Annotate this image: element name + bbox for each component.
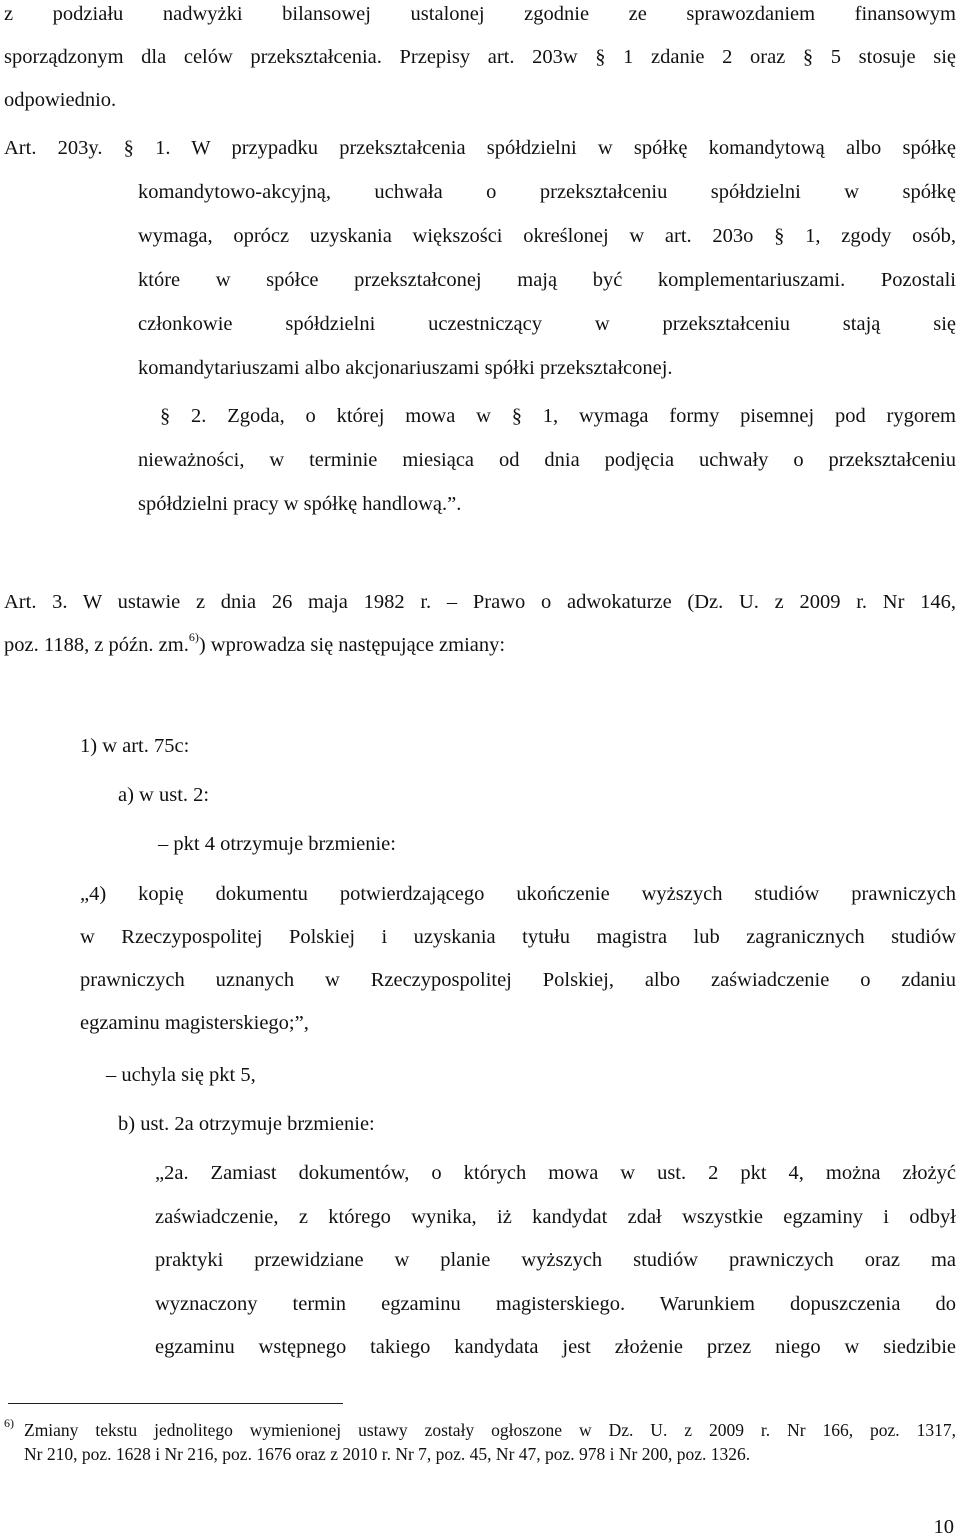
list-item: – uchyla się pkt 5,	[106, 1064, 256, 1086]
list-item: – pkt 4 otrzymuje brzmienie:	[158, 833, 396, 855]
body-line: członkowie spółdzielni uczestniczący w przekształceniu stają się	[138, 313, 956, 335]
footnote-reference: 6)	[188, 630, 199, 644]
body-line: nieważności, w terminie miesiąca od dnia podjęcia uchwały o przekształceniu	[138, 449, 956, 471]
quoted-line: prawniczych uznanych w Rzeczypospolitej Polskiej, albo zaświadczenie o zdaniu	[80, 969, 956, 991]
quoted-line: egzaminu wstępnego takiego kandydata jest złożenie przez niego w siedzibie	[155, 1336, 956, 1358]
article-heading-line: Art. 3. W ustawie z dnia 26 maja 1982 r. – Prawo o adwokaturze (Dz. U. z 2009 r. Nr 146,	[4, 591, 956, 613]
article-heading-line: Art. 203y. § 1. W przypadku przekształcenia spółdzielni w spółkę komandytową albo spółkę	[4, 137, 956, 159]
list-item: a) w ust. 2:	[118, 784, 210, 806]
body-line: spółdzielni pracy w spółkę handlową.”.	[138, 493, 462, 515]
quoted-line: praktyki przewidziane w planie wyższych studiów prawniczych oraz ma	[155, 1249, 956, 1271]
quoted-line: „4) kopię dokumentu potwierdzającego ukończenie wyższych studiów prawniczych	[80, 883, 956, 905]
body-line: sporządzonym dla celów przekształcenia. Przepisy art. 203w § 1 zdanie 2 oraz § 5 stosuje się	[4, 46, 956, 68]
body-line: z podziału nadwyżki bilansowej ustalonej zgodnie ze sprawozdaniem finansowym	[4, 3, 956, 25]
body-line: wymaga, oprócz uzyskania większości określonej w art. 203o § 1, zgody osób,	[138, 225, 956, 247]
footnote-line: Zmiany tekstu jednolitego wymienionej ustawy zostały ogłoszone w Dz. U. z 2009 r. Nr 166, poz. 1317,	[24, 1420, 956, 1440]
footnote-line: Nr 210, poz. 1628 i Nr 216, poz. 1676 oraz z 2010 r. Nr 7, poz. 45, Nr 47, poz. 978 i Nr 200, poz. 1326.	[24, 1444, 751, 1464]
list-item: 1) w art. 75c:	[80, 735, 190, 757]
quoted-line: w Rzeczypospolitej Polskiej i uzyskania tytułu magistra lub zagranicznych studiów	[80, 926, 956, 948]
body-line: komandytowo-akcyjną, uchwała o przekształceniu spółdzielni w spółkę	[138, 181, 956, 203]
body-line: poz. 1188, z późn. zm.$^{6)}$) wprowadza się następujące zmiany:	[4, 630, 506, 656]
body-line: odpowiednio.	[4, 89, 117, 111]
quoted-line: „2a. Zamiast dokumentów, o których mowa w ust. 2 pkt 4, można złożyć	[155, 1162, 956, 1184]
quoted-line: wyznaczony termin egzaminu magisterskiego. Warunkiem dopuszczenia do	[155, 1293, 956, 1315]
list-item: b) ust. 2a otrzymuje brzmienie:	[118, 1113, 375, 1135]
body-line: komandytariuszami albo akcjonariuszami spółki przekształconej.	[138, 357, 673, 379]
quoted-line: egzaminu magisterskiego;”,	[80, 1012, 309, 1034]
body-line: które w spółce przekształconej mają być komplementariuszami. Pozostali	[138, 269, 956, 291]
page-number: 10	[933, 1516, 954, 1538]
quoted-line: zaświadczenie, z którego wynika, iż kandydat zdał wszystkie egzaminy i odbył	[155, 1206, 956, 1228]
footnote-marker: 6)	[4, 1416, 14, 1430]
footnote-separator	[8, 1403, 343, 1404]
body-line: § 2. Zgoda, o której mowa w § 1, wymaga formy pisemnej pod rygorem	[160, 405, 956, 427]
